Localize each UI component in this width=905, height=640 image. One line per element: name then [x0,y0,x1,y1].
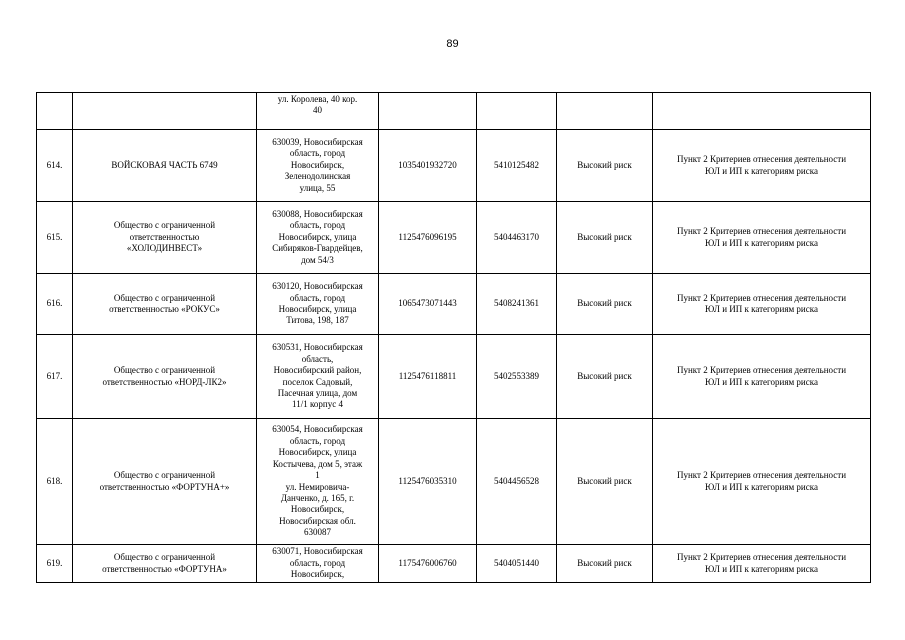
cell-inn: 5410125482 [477,130,557,202]
cell-risk: Высокий риск [557,130,653,202]
cell-inn [477,93,557,130]
cell-risk: Высокий риск [557,419,653,545]
cell-ogrn [379,93,477,130]
cell-criteria: Пункт 2 Критериев отнесения деятельности ЮЛ и ИП к категориям риска [653,202,871,274]
cell-address: 630039, Новосибирская область, город Новосибирск, Зеленодолинская улица, 55 [257,130,379,202]
cell-name: Общество с ограниченной ответственностью «РОКУС» [73,274,257,335]
cell-ogrn: 1035401932720 [379,130,477,202]
table-row [37,419,871,545]
cell-address: 630531, Новосибирская область, Новосибирский район, поселок Садовый, Пасечная улица, дом 11/1 корпус 4 [257,335,379,419]
risk-registry-table [36,92,871,583]
cell-name: Общество с ограниченной ответственностью «НОРД-ЛК2» [73,335,257,419]
cell-criteria [653,93,871,130]
cell-name: ВОЙСКОВАЯ ЧАСТЬ 6749 [73,130,257,202]
cell-criteria: Пункт 2 Критериев отнесения деятельности ЮЛ и ИП к категориям риска [653,274,871,335]
table-row [37,545,871,583]
cell-num: 615. [37,202,73,274]
cell-ogrn: 1125476118811 [379,335,477,419]
cell-ogrn: 1175476006760 [379,545,477,583]
cell-risk: Высокий риск [557,335,653,419]
table-row [37,335,871,419]
cell-address: 630088, Новосибирская область, город Новосибирск, улица Сибиряков-Гвардейцев, дом 54/3 [257,202,379,274]
cell-criteria: Пункт 2 Критериев отнесения деятельности ЮЛ и ИП к категориям риска [653,335,871,419]
table-row [37,130,871,202]
cell-inn: 5408241361 [477,274,557,335]
cell-risk [557,93,653,130]
cell-ogrn: 1065473071443 [379,274,477,335]
cell-criteria: Пункт 2 Критериев отнесения деятельности ЮЛ и ИП к категориям риска [653,130,871,202]
cell-num: 616. [37,274,73,335]
cell-inn: 5404051440 [477,545,557,583]
cell-inn: 5404463170 [477,202,557,274]
table-row [37,202,871,274]
cell-risk: Высокий риск [557,274,653,335]
table-row [37,274,871,335]
cell-name: Общество с ограниченной ответственностью «ХОЛОДИНВЕСТ» [73,202,257,274]
cell-address: 630071, Новосибирская область, город Новосибирск, [257,545,379,583]
page-number: 89 [446,38,459,50]
cell-num: 618. [37,419,73,545]
cell-num: 619. [37,545,73,583]
cell-inn: 5404456528 [477,419,557,545]
cell-name: Общество с ограниченной ответственностью «ФОРТУНА» [73,545,257,583]
cell-criteria: Пункт 2 Критериев отнесения деятельности ЮЛ и ИП к категориям риска [653,545,871,583]
cell-ogrn: 1125476096195 [379,202,477,274]
cell-risk: Высокий риск [557,202,653,274]
cell-ogrn: 1125476035310 [379,419,477,545]
cell-name [73,93,257,130]
cell-num: 617. [37,335,73,419]
cell-num: 614. [37,130,73,202]
cell-name: Общество с ограниченной ответственностью «ФОРТУНА+» [73,419,257,545]
cell-address: ул. Королева, 40 кор. 40 [257,93,379,130]
cell-inn: 5402553389 [477,335,557,419]
cell-criteria: Пункт 2 Критериев отнесения деятельности ЮЛ и ИП к категориям риска [653,419,871,545]
cell-address: 630054, Новосибирская область, город Новосибирск, улица Костычева, дом 5, этаж 1 ул. Немировича- Данченко, д. 165, г. Новосибирск, Новосибирская обл. 630087 [257,419,379,545]
cell-address: 630120, Новосибирская область, город Новосибирск, улица Титова, 198, 187 [257,274,379,335]
table-row-continuation [37,93,871,130]
cell-num [37,93,73,130]
cell-risk: Высокий риск [557,545,653,583]
